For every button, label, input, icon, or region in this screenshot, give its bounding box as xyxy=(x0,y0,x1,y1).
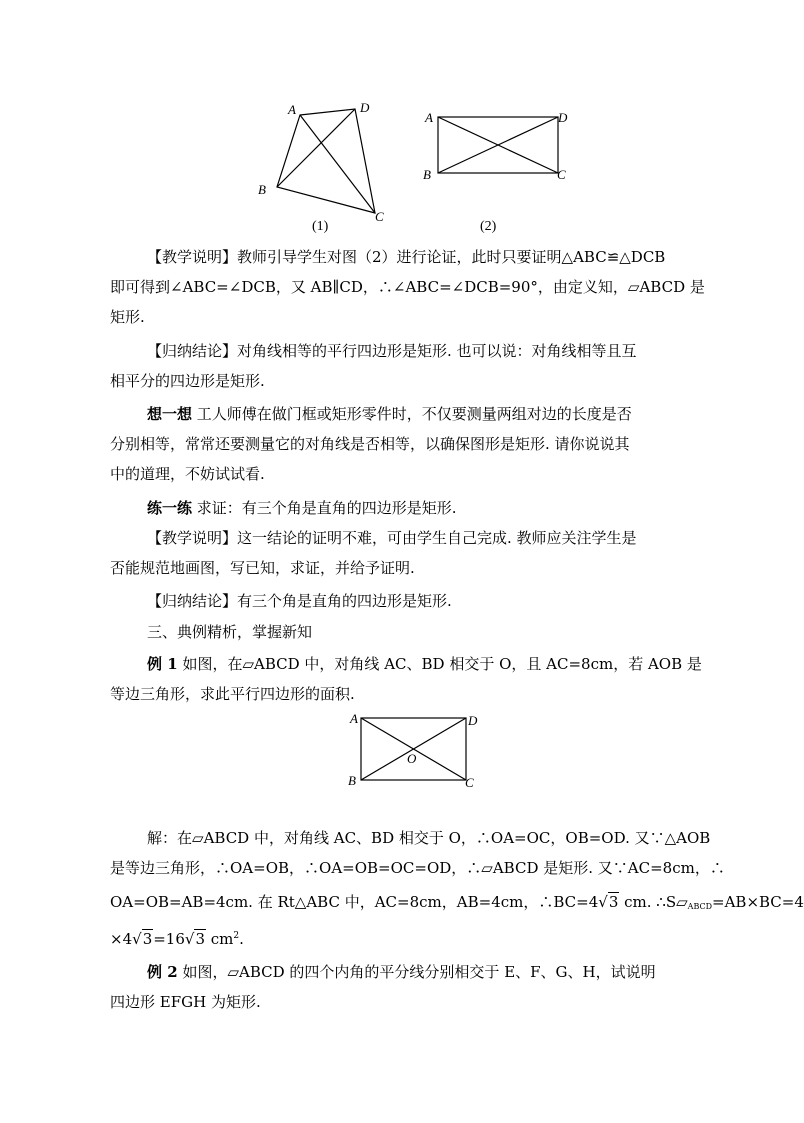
para4-line xyxy=(147,498,690,518)
section-title: 三、典例精析，掌握新知 xyxy=(147,623,313,641)
fig3-label-a: A xyxy=(350,711,358,726)
sqrt-symbol: √ xyxy=(132,930,142,948)
para3-line1-text: 工人师傅在做门框或矩形零件时，不仅要测量两组对边的长度是否 xyxy=(196,405,632,423)
para5-line2: 否能规范地画图，写已知，求证，并给予证明. xyxy=(110,559,415,577)
para1-line2-text: 即可得到∠ABC=∠DCB，又 AB∥CD，∴∠ABC=∠DCB=90°，由定义知， xyxy=(110,278,628,296)
para1-line2-tail: ABCD 是 xyxy=(639,278,705,296)
example2-head: 例 2 xyxy=(147,963,178,981)
parallelogram-icon: ▱ xyxy=(227,963,240,981)
solution-l4-root2: 3 xyxy=(195,930,205,948)
fig1-caption: (1) xyxy=(312,219,329,234)
fig2-label-d: D xyxy=(558,110,568,125)
parallelogram-icon: ▱ xyxy=(481,859,493,877)
solution-l3a: OA=OB=AB=4cm. 在 Rt△ABC 中，AC=8cm，AB=4cm，∴BC=4 xyxy=(110,893,599,911)
parallelogram-icon: ▱ xyxy=(676,893,688,911)
solution-l4b: =16 xyxy=(153,930,185,948)
para3-line1 xyxy=(147,404,690,424)
figure-3-rectangle xyxy=(340,708,490,793)
fig3-label-o: O xyxy=(407,751,417,766)
figure-2-rectangle xyxy=(420,95,580,235)
example1-line1 xyxy=(147,654,702,674)
fig3-label-d: D xyxy=(468,713,478,728)
para4-text: 求证：有三个角是直角的四边形是矩形. xyxy=(196,499,457,517)
example1-line2: 等边三角形，求此平行四边形的面积. xyxy=(110,685,355,703)
para3-line2: 分别相等，常常还要测量它的对角线是否相等，以确保图形是矩形. 请你说说其 xyxy=(110,435,630,453)
solution-line2 xyxy=(110,858,725,878)
para1-line1: 【教学说明】教师引导学生对图（2）进行论证，此时只要证明△ABC≌△DCB xyxy=(147,248,666,266)
fig1-label-d: D xyxy=(360,100,370,115)
solution-l3c: =AB×BC=4 xyxy=(712,893,804,911)
solution-l4a: ×4 xyxy=(110,930,133,948)
para4-head: 练一练 xyxy=(147,499,193,517)
solution-l1a: 解：在 xyxy=(147,829,193,847)
figure-2-svg xyxy=(420,95,580,235)
figure-1-svg xyxy=(250,95,400,235)
para3-line3: 中的道理，不妨试试看. xyxy=(110,465,265,483)
para1-line3: 矩形. xyxy=(110,308,145,326)
parallelogram-icon: ▱ xyxy=(242,655,255,673)
figure-3-svg xyxy=(340,708,490,793)
fig2-caption: (2) xyxy=(480,219,497,234)
fig1-label-c: C xyxy=(375,209,384,224)
solution-l3b: cm. ∴S xyxy=(624,893,677,911)
example2-line1 xyxy=(147,962,690,982)
solution-l3-sub: ABCD xyxy=(687,902,713,911)
fig2-label-a: A xyxy=(425,110,433,125)
parallelogram-icon: ▱ xyxy=(192,829,204,847)
parallelogram-icon: ▱ xyxy=(627,278,640,296)
fig2-label-c: C xyxy=(557,167,566,182)
para5-line1: 【教学说明】这一结论的证明不难，可由学生自己完成. 教师应关注学生是 xyxy=(147,529,637,547)
solution-l1b: ABCD 中，对角线 AC、BD 相交于 O，∴OA=OC，OB=OD. 又∵△AOB xyxy=(203,829,711,847)
solution-line4 xyxy=(110,926,690,949)
example2-line2: 四边形 EFGH 为矩形. xyxy=(110,993,261,1011)
para2-line2: 相平分的四边形是矩形. xyxy=(110,372,265,390)
example1-line1b: ABCD 中，对角线 AC、BD 相交于 O，且 AC=8cm，若 AOB 是 xyxy=(254,655,702,673)
fig2-label-b: B xyxy=(423,167,431,182)
solution-l2a: 是等边三角形，∴OA=OB，∴OA=OB=OC=OD，∴ xyxy=(110,859,482,877)
fig1-label-b: B xyxy=(258,182,266,197)
example1-line1a: 如图，在 xyxy=(182,655,243,673)
solution-l3-root: 3 xyxy=(608,893,619,911)
example2-text-start: 如图， xyxy=(182,963,228,981)
para3-head: 想一想 xyxy=(147,405,193,423)
fig3-label-b: B xyxy=(348,773,356,788)
example2-line1b: ABCD 的四个内角的平分线分别相交于 E、F、G、H，试说明 xyxy=(239,963,656,981)
solution-line1 xyxy=(147,828,711,848)
para1-line2 xyxy=(110,277,705,297)
sqrt-symbol: √ xyxy=(598,893,608,911)
solution-l4c: cm xyxy=(210,930,234,948)
sqrt-symbol: √ xyxy=(184,930,195,948)
solution-l4-root1: 3 xyxy=(142,930,153,948)
figure-1-quadrilateral xyxy=(250,95,400,235)
fig3-label-c: C xyxy=(465,775,474,790)
example1-head: 例 1 xyxy=(147,655,178,673)
solution-l4-sup: 2 xyxy=(233,931,240,941)
fig1-label-a: A xyxy=(288,102,296,117)
para2-line1: 【归纳结论】对角线相等的平行四边形是矩形. 也可以说：对角线相等且互 xyxy=(147,342,637,360)
para6-line: 【归纳结论】有三个角是直角的四边形是矩形. xyxy=(147,592,452,610)
solution-l2b: ABCD 是矩形. 又∵AC=8cm，∴ xyxy=(492,859,725,877)
solution-l4d: . xyxy=(239,930,244,948)
